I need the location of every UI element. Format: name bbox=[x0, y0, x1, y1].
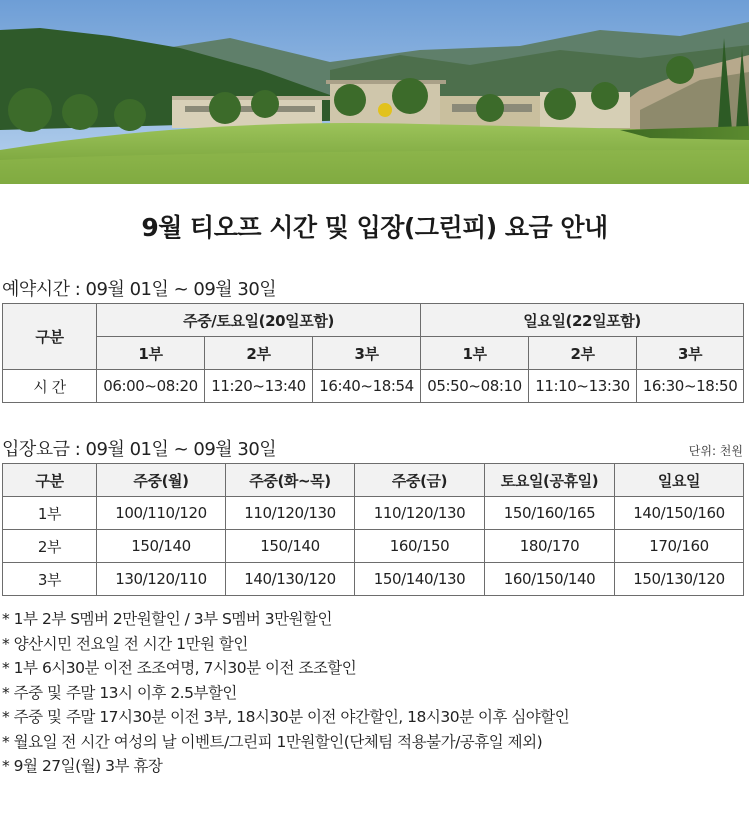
fee-header: 구분 bbox=[3, 464, 97, 497]
part-header: 2부 bbox=[529, 337, 637, 370]
fee-cell: 150/130/120 bbox=[615, 563, 744, 596]
fee-cell: 160/150 bbox=[355, 530, 485, 563]
time-cell: 11:20~13:40 bbox=[205, 370, 313, 403]
fee-header: 주중(월) bbox=[97, 464, 226, 497]
fee-row-label: 2부 bbox=[3, 530, 97, 563]
fee-cell: 150/140 bbox=[226, 530, 355, 563]
time-cell: 16:40~18:54 bbox=[313, 370, 421, 403]
fee-cell: 110/120/130 bbox=[355, 497, 485, 530]
notes-list bbox=[2, 607, 569, 779]
fee-cell: 110/120/130 bbox=[226, 497, 355, 530]
part-header: 1부 bbox=[97, 337, 205, 370]
note-item: * 1부 2부 S멤버 2만원할인 / 3부 S멤버 3만원할인 bbox=[2, 610, 332, 628]
fee-cell: 140/130/120 bbox=[226, 563, 355, 596]
note-item: * 9월 27일(월) 3부 휴장 bbox=[2, 757, 163, 775]
fee-cell: 150/140 bbox=[97, 530, 226, 563]
table-row bbox=[3, 530, 744, 563]
note-item: * 월요일 전 시간 여성의 날 이벤트/그린피 1만원할인(단체팀 적용불가/공휴일 제외) bbox=[2, 732, 543, 751]
fee-cell: 100/110/120 bbox=[97, 497, 226, 530]
time-cell: 05:50~08:10 bbox=[421, 370, 529, 403]
note-item: * 주중 및 주말 17시30분 이전 3부, 18시30분 이전 야간할인, 18시30분 이후 심야할인 bbox=[2, 708, 570, 726]
unit-label: 단위: 천원 bbox=[688, 444, 743, 458]
fee-cell: 180/170 bbox=[485, 530, 615, 563]
hero-image bbox=[0, 0, 749, 184]
fee-cell: 140/150/160 bbox=[615, 497, 744, 530]
fee-row-label: 3부 bbox=[3, 563, 97, 596]
part-header: 3부 bbox=[313, 337, 421, 370]
part-header: 3부 bbox=[637, 337, 744, 370]
note-item: * 주중 및 주말 13시 이후 2.5부할인 bbox=[2, 683, 237, 702]
fee-header: 토요일(공휴일) bbox=[485, 464, 615, 497]
time-row-label: 시 간 bbox=[3, 370, 97, 403]
table-row bbox=[3, 497, 744, 530]
tee-time-table bbox=[2, 303, 744, 403]
weekday-saturday-group-header: 주중/토요일(20일포함) bbox=[97, 304, 421, 337]
table-row bbox=[3, 563, 744, 596]
part-header: 2부 bbox=[205, 337, 313, 370]
fee-header: 일요일 bbox=[615, 464, 744, 497]
fee-header: 주중(금) bbox=[355, 464, 485, 497]
part-header: 1부 bbox=[421, 337, 529, 370]
fee-cell: 170/160 bbox=[615, 530, 744, 563]
fee-cell: 150/160/165 bbox=[485, 497, 615, 530]
note-item: * 양산시민 전요일 전 시간 1만원 할인 bbox=[2, 634, 248, 653]
time-cell: 11:10~13:30 bbox=[529, 370, 637, 403]
fee-header: 주중(화~목) bbox=[226, 464, 355, 497]
green-fee-table bbox=[2, 463, 744, 596]
schedule-period-label: 예약시간 : 09월 01일 ~ 09월 30일 bbox=[2, 279, 277, 300]
fee-row-label: 1부 bbox=[3, 497, 97, 530]
fee-cell: 130/120/110 bbox=[97, 563, 226, 596]
sunday-group-header: 일요일(22일포함) bbox=[421, 304, 744, 337]
note-item: * 1부 6시30분 이전 조조여명, 7시30분 이전 조조할인 bbox=[2, 659, 357, 677]
time-cell: 06:00~08:20 bbox=[97, 370, 205, 403]
page-title: 9월 티오프 시간 및 입장(그린피) 요금 안내 bbox=[141, 213, 608, 242]
time-cell: 16:30~18:50 bbox=[637, 370, 744, 403]
fee-period-label: 입장요금 : 09월 01일 ~ 09월 30일 bbox=[2, 439, 277, 460]
fee-cell: 160/150/140 bbox=[485, 563, 615, 596]
schedule-col-header: 구분 bbox=[3, 304, 97, 370]
fee-cell: 150/140/130 bbox=[355, 563, 485, 596]
